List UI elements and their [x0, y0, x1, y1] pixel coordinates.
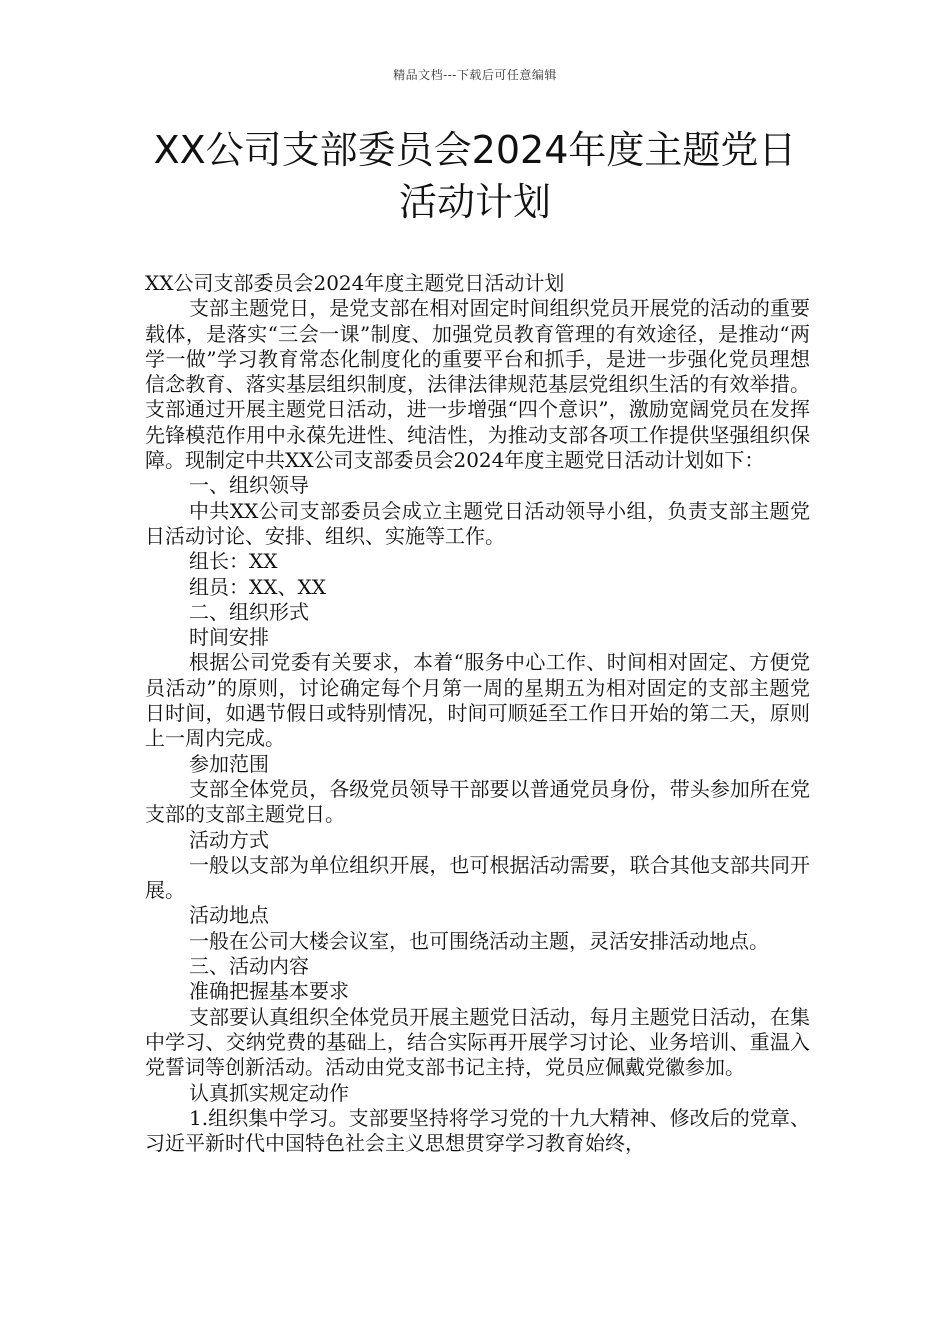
location-paragraph: 一般在公司大楼会议室，也可围绕活动主题，灵活安排活动地点。 — [189, 928, 769, 953]
section-heading-content: 三、活动内容 — [189, 954, 309, 979]
schedule-paragraph: 根据公司党委有关要求，本着“服务中心工作、时间相对固定、方便党员活动”的原则，讨论确定每个月第一周的星期五为相对固定的支部主题党日时间，如遇节假日或特别情况，时间可顺延至工作日开始的第二天，原则上一周内完成。 — [145, 650, 810, 751]
section-heading-leadership: 一、组织领导 — [189, 473, 309, 498]
document-body — [145, 271, 810, 1156]
leadership-paragraph: 中共XX公司支部委员会成立主题党日活动领导小组，负责支部主题党日活动讨论、安排、组织、实施等工作。 — [145, 498, 810, 548]
header-note: 精品文档---下载后可任意编辑 — [393, 68, 557, 82]
document-title-line-2: 活动计划 — [398, 180, 551, 224]
subheading-method: 活动方式 — [189, 827, 269, 852]
body-subtitle: XX公司支部委员会2024年度主题党日活动计划 — [145, 271, 565, 295]
subheading-actions: 认真抓实规定动作 — [189, 1080, 349, 1105]
subheading-schedule: 时间安排 — [189, 625, 269, 650]
study-paragraph: 1.组织集中学习。支部要坚持将学习党的十九大精神、修改后的党章、习近平新时代中国特色社会主义思想贯穿学习教育始终， — [145, 1105, 810, 1156]
requirements-paragraph: 支部要认真组织全体党员开展主题党日活动，每月主题党日活动，在集中学习、交纳党费的基础上，结合实际再开展学习讨论、业务培训、重温入党誓词等创新活动。活动由党支部书记主持，党员应佩戴党徽参加。 — [145, 1004, 810, 1080]
method-paragraph: 一般以支部为单位组织开展，也可根据活动需要，联合其他支部共同开展。 — [145, 852, 810, 903]
document-title — [100, 124, 850, 228]
subheading-requirements: 准确把握基本要求 — [189, 979, 349, 1004]
intro-paragraph: 支部主题党日，是党支部在相对固定时间组织党员开展党的活动的重要载体，是落实“三会一课”制度、加强党员教育管理的有效途径，是推动“两学一做”学习教育常态化制度化的重要平台和抓手，是进一步强化党员理想信念教育、落实基层组织制度，法律法律规范基层党组织生活的有效举措。支部通过开展主题党日活动，进一步增强“四个意识”，激励宽阔党员在发挥先锋模范作用中永葆先进性、纯洁性，为推动支部各项工作提供坚强组织保障。现制定中共XX公司支部委员会2024年度主题党日活动计划如下： — [145, 296, 810, 473]
document-title-line-1: XX公司支部委员会2024年度主题党日 — [153, 128, 797, 172]
team-leader-line: 组长：XX — [189, 549, 278, 574]
section-heading-form: 二、组织形式 — [189, 599, 309, 624]
subheading-scope: 参加范围 — [189, 751, 269, 776]
subheading-location: 活动地点 — [189, 903, 269, 928]
team-members-line: 组员：XX、XX — [189, 574, 326, 599]
scope-paragraph: 支部全体党员，各级党员领导干部要以普通党员身份，带头参加所在党支部的支部主题党日。 — [145, 776, 810, 827]
